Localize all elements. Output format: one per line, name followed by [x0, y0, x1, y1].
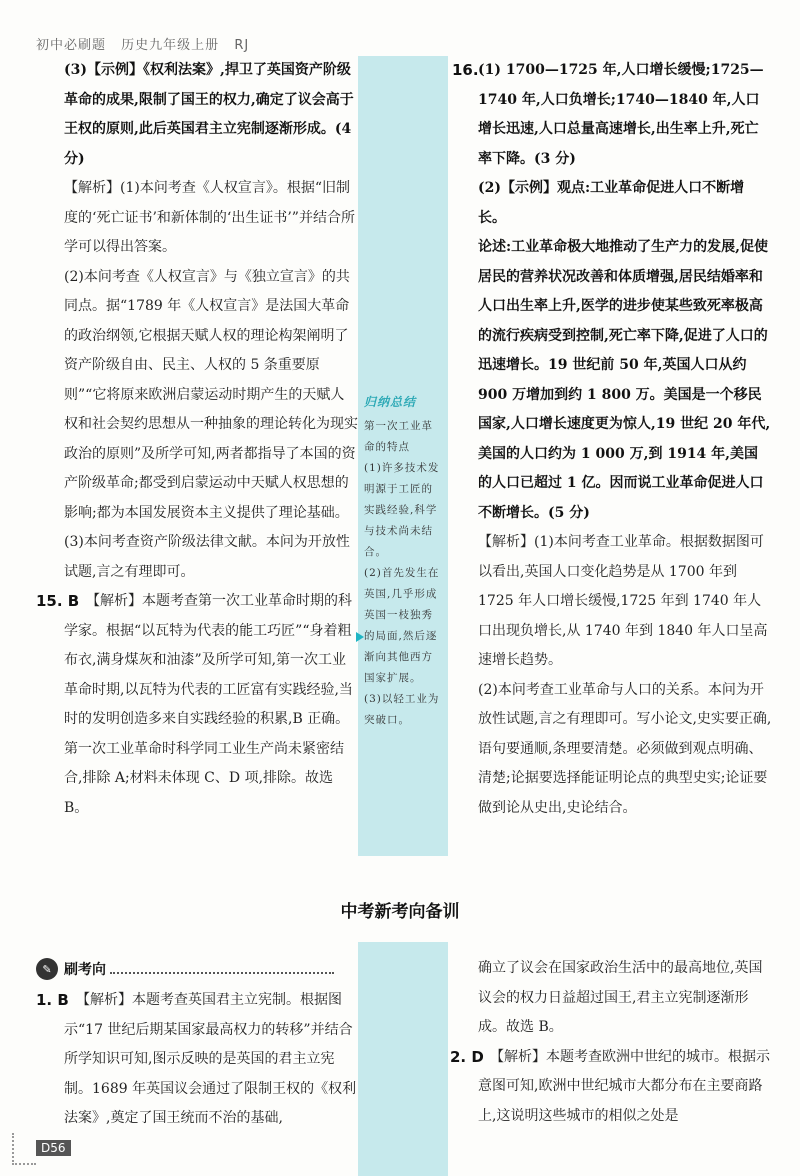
sidebar-band-bottom	[358, 942, 448, 1176]
q14-analysis-3: (3)本问考查资产阶级法律文献。本问为开放性试题,言之有理即可。	[64, 534, 350, 580]
q16-number: 16.	[452, 61, 479, 79]
series-name: 初中必刷题	[36, 38, 107, 53]
subject-name: 历史九年级上册	[121, 38, 220, 53]
section-title: 中考新考向备训	[340, 902, 460, 922]
q14-analysis-2: (2)本问考查《人权宣言》与《独立宣言》的共同点。据“1789 年《人权宣言》是法国大革命的政治纲领,它根据天赋人权的理论构架阐明了资产阶级自由、民主、人权的 5 条重要原则”“它将原来欧洲启蒙运动时期产生的天赋人权和社会契约思想从一种抽象的理论转化为现实政治的原则”及所学可知,两者都指导了本国的资产阶级革命;都受到启蒙运动中天赋人权思想的影响;都为本国发展资本主义提供了理论基础。	[64, 268, 358, 521]
q15-analysis: 【解析】本题考查第一次工业革命时期的科学家。根据“以瓦特为代表的能工巧匠”“身着粗布衣,满身煤灰和油漆”及所学可知,第一次工业革命时期,以瓦特为代表的工匠富有实践经验,当时的发明创造多来自实践经验的积累,B 正确。第一次工业革命时科学同工业生产尚未紧密结合,排除 A;材料未体现 C、D 项,排除。故选 B。	[64, 593, 353, 816]
q16-argument: 论述:工业革命极大地推动了生产力的发展,促使居民的营养状况改善和体质增强,居民结婚率和人口出生率上升,医学的进步使某些致死率极高的流行疾病受到控制,死亡率下降,促进了人口的迅速增长。19 世纪前 50 年,英国人口从约 900 万增加到约 1 800 万。美国是一个移民国家,人口增长速度更为惊人,19 世纪 20 年代,美国的人口约为 1 000 万,到 1914 年,美国的人口已超过 1 亿。因而说工业革命促进人口不断增长。(5 分)	[478, 239, 771, 521]
q1-analysis-continued: 确立了议会在国家政治生活中的最高地位,英国议会的权力日益超过国王,君主立宪制逐渐形成。故选 B。	[478, 960, 763, 1035]
q1-number: 1. B	[36, 991, 69, 1009]
left-column-top	[36, 56, 358, 823]
q16-analysis-1: 【解析】(1)本问考查工业革命。根据数据图可以看出,英国人口变化趋势是从 1700 年到 1725 年人口增长缓慢,1725 年到 1740 年人口出现负增长,从 1740 年到 1840 年人口呈高速增长趋势。	[478, 534, 768, 668]
running-header	[36, 34, 259, 53]
q16-part2-viewpoint: (2)【示例】观点:工业革命促进人口不断增长。	[478, 180, 745, 226]
footer-ornament	[12, 1133, 36, 1165]
pointer-triangle-icon	[356, 632, 364, 642]
q1-analysis: 【解析】本题考查英国君主立宪制。根据图示“17 世纪后期某国家最高权力的转移”并结合所学知识可知,图示反映的是英国的君主立宪制。1689 年英国议会通过了限制王权的《权利法案》,奠定了国王统而不治的基础,	[64, 992, 357, 1126]
right-column-bottom	[450, 954, 772, 1131]
sidebar-line: (2)首先发生在英国,几乎形成英国一枝独秀的局面,然后逐渐向其他西方国家扩展。	[364, 567, 440, 684]
q2-analysis: 【解析】本题考查欧洲中世纪的城市。根据示意图可知,欧洲中世纪城市大都分布在主要商路上,这说明这些城市的相似之处是	[478, 1048, 770, 1124]
brush-icon: ✎	[36, 958, 58, 980]
q16-analysis-2: (2)本问考查工业革命与人口的关系。本问为开放性试题,言之有理即可。写小论文,史实要正确,语句要通顺,条理要清楚。必须做到观点明确、清楚;论据要选择能证明论点的典型史实;论证要做到论从史出,史论结合。	[478, 681, 772, 816]
page-number: D56	[36, 1140, 71, 1156]
sidebar-title: 归纳总结	[364, 395, 417, 409]
dotted-rule	[110, 964, 334, 974]
q14-analysis-1: 【解析】(1)本问考查《人权宣言》。根据“旧制度的‘死亡证书’和新体制的‘出生证书’”并结合所学可以得出答案。	[64, 180, 355, 255]
sidebar-line: (3)以轻工业为突破口。	[364, 693, 440, 726]
q15-number: 15. B	[36, 592, 80, 610]
left-column-bottom	[36, 986, 358, 1134]
sidebar-line: 第一次工业革命的特点	[364, 420, 433, 453]
right-column-top	[452, 56, 772, 823]
badge-label: 刷考向	[64, 962, 106, 978]
summary-sidebar	[364, 392, 444, 731]
sidebar-line: (1)许多技术发明源于工匠的实践经验,科学与技术尚未结合。	[364, 462, 440, 558]
edition-tag: RJ	[234, 38, 250, 53]
q16-part1-answer: (1) 1700—1725 年,人口增长缓慢;1725—1740 年,人口负增长;1740—1840 年,人口增长迅速,人口总量高速增长,出生率上升,死亡率下降。(3 分)	[478, 62, 764, 167]
q2-number: 2. D	[450, 1047, 484, 1066]
q14-part3-example: (3)【示例】《权利法案》,捍卫了英国资产阶级革命的成果,限制了国王的权力,确定了议会高于王权的原则,此后英国君主立宪制逐渐形成。(4 分)	[64, 62, 354, 167]
exam-trend-badge	[36, 958, 334, 980]
